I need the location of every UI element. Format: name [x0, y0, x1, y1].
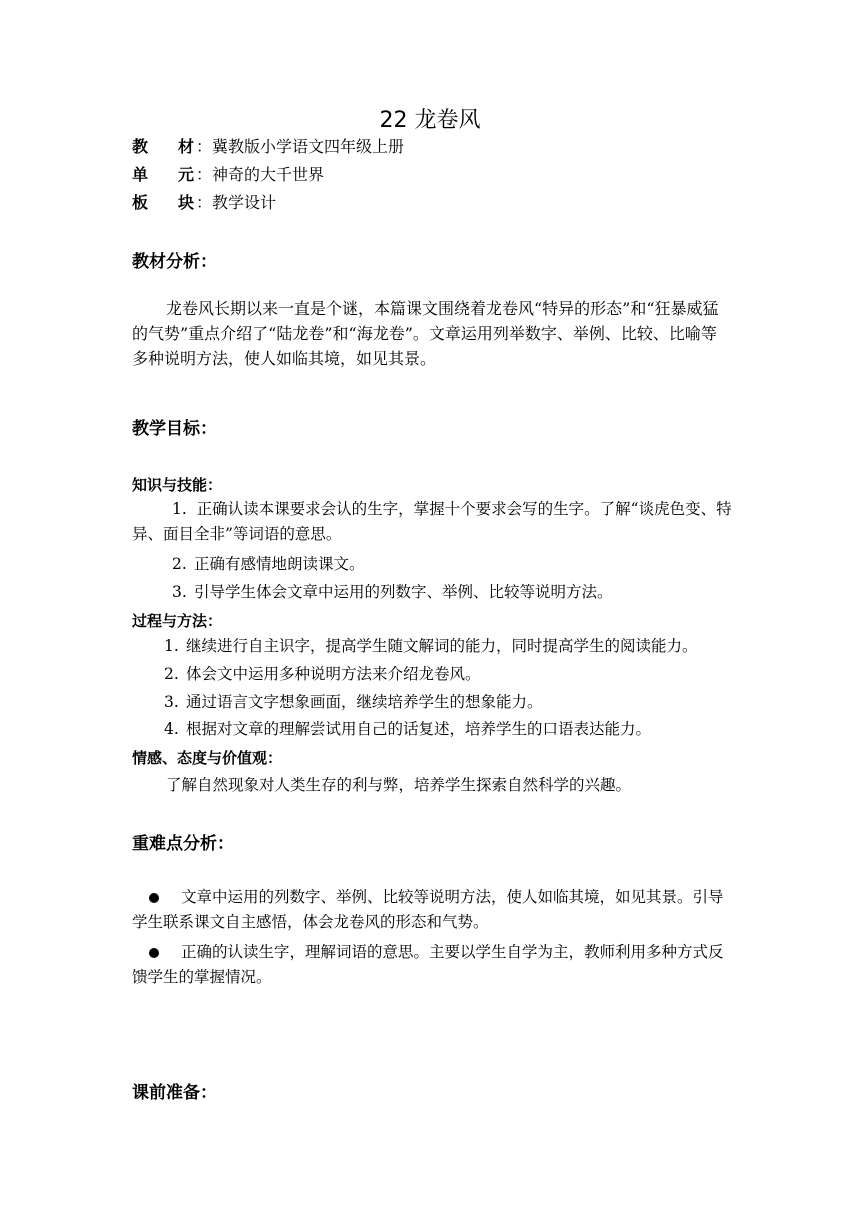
analysis-paragraph: 龙卷风长期以来一直是个谜，本篇课文围绕着龙卷风“特异的形态”和“狂暴威猛的气势”重点介绍了“陆龙卷”和“海龙卷”。文章运用列举数字、举例、比较、比喻等多种说明方法，使人如临其境，如见其景。	[132, 299, 719, 368]
process-item-1	[164, 636, 698, 656]
item-number: 4.	[164, 720, 179, 738]
meta-label-char-1: 板	[132, 193, 149, 212]
item-number: 2.	[172, 555, 187, 573]
emotion-text: 了解自然现象对人类生存的利与弊，培养学生探索自然科学的兴趣。	[166, 776, 632, 794]
meta-label-char-1: 单	[132, 165, 149, 184]
process-heading: 过程与方法：	[132, 612, 223, 630]
item-text: 引导学生体会文章中运用的列数字、举例、比较等说明方法。	[194, 583, 613, 601]
emotion-heading: 情感、态度与价值观：	[132, 749, 283, 767]
item-number: 1.	[164, 637, 179, 655]
difficulty-item-1	[132, 885, 732, 935]
item-number: 2.	[164, 665, 179, 683]
difficulty-item-2	[132, 940, 732, 990]
meta-label-char-1: 教	[132, 137, 149, 156]
meta-section	[132, 193, 276, 213]
page-title: 22 龙卷风	[379, 108, 481, 133]
item-text: 继续进行自主识字，提高学生随文解词的能力，同时提高学生的阅读能力。	[186, 637, 698, 655]
meta-label-char-2: 元	[178, 165, 195, 184]
knowledge-item-1	[132, 497, 732, 547]
item-number: 3.	[172, 583, 187, 601]
item-text: 体会文中运用多种说明方法来介绍龙卷风。	[186, 665, 481, 683]
meta-label-char-2: 材	[178, 137, 195, 156]
item-text: 正确认读本课要求会认的生字，掌握十个要求会写的生字。了解“谈虎色变、特异、面目全非”等词语的意思。	[132, 500, 732, 543]
difficulty-heading: 重难点分析：	[132, 834, 234, 854]
meta-textbook	[132, 137, 404, 157]
item-number: 1.	[172, 500, 187, 518]
meta-value: ：神奇的大千世界	[196, 165, 325, 184]
item-text: 正确的认读生字，理解词语的意思。主要以学生自学为主，教师利用多种方式反馈学生的掌握情况。	[132, 943, 724, 986]
process-item-2	[164, 664, 481, 684]
preparation-heading: 课前准备：	[132, 1083, 217, 1103]
item-text: 正确有感情地朗读课文。	[194, 555, 365, 573]
process-item-3	[164, 692, 543, 712]
meta-unit	[132, 165, 324, 185]
meta-value: ：教学设计	[196, 193, 277, 212]
process-item-4	[164, 719, 651, 739]
analysis-heading: 教材分析：	[132, 252, 217, 272]
item-text: 根据对文章的理解尝试用自己的话复述，培养学生的口语表达能力。	[186, 720, 652, 738]
meta-label-char-2: 块	[178, 193, 195, 212]
item-text: 通过语言文字想象画面，继续培养学生的想象能力。	[186, 693, 543, 711]
knowledge-heading: 知识与技能：	[132, 476, 223, 494]
item-text: 文章中运用的列数字、举例、比较等说明方法，使人如临其境，如见其景。引导学生联系课文自主感悟，体会龙卷风的形态和气势。	[132, 888, 724, 931]
goals-heading: 教学目标：	[132, 419, 217, 439]
knowledge-item-2	[172, 554, 365, 574]
bullet-icon	[149, 893, 159, 903]
item-number: 3.	[164, 693, 179, 711]
knowledge-item-3	[172, 582, 613, 602]
meta-value: ：冀教版小学语文四年级上册	[196, 137, 405, 156]
bullet-icon	[149, 948, 159, 958]
